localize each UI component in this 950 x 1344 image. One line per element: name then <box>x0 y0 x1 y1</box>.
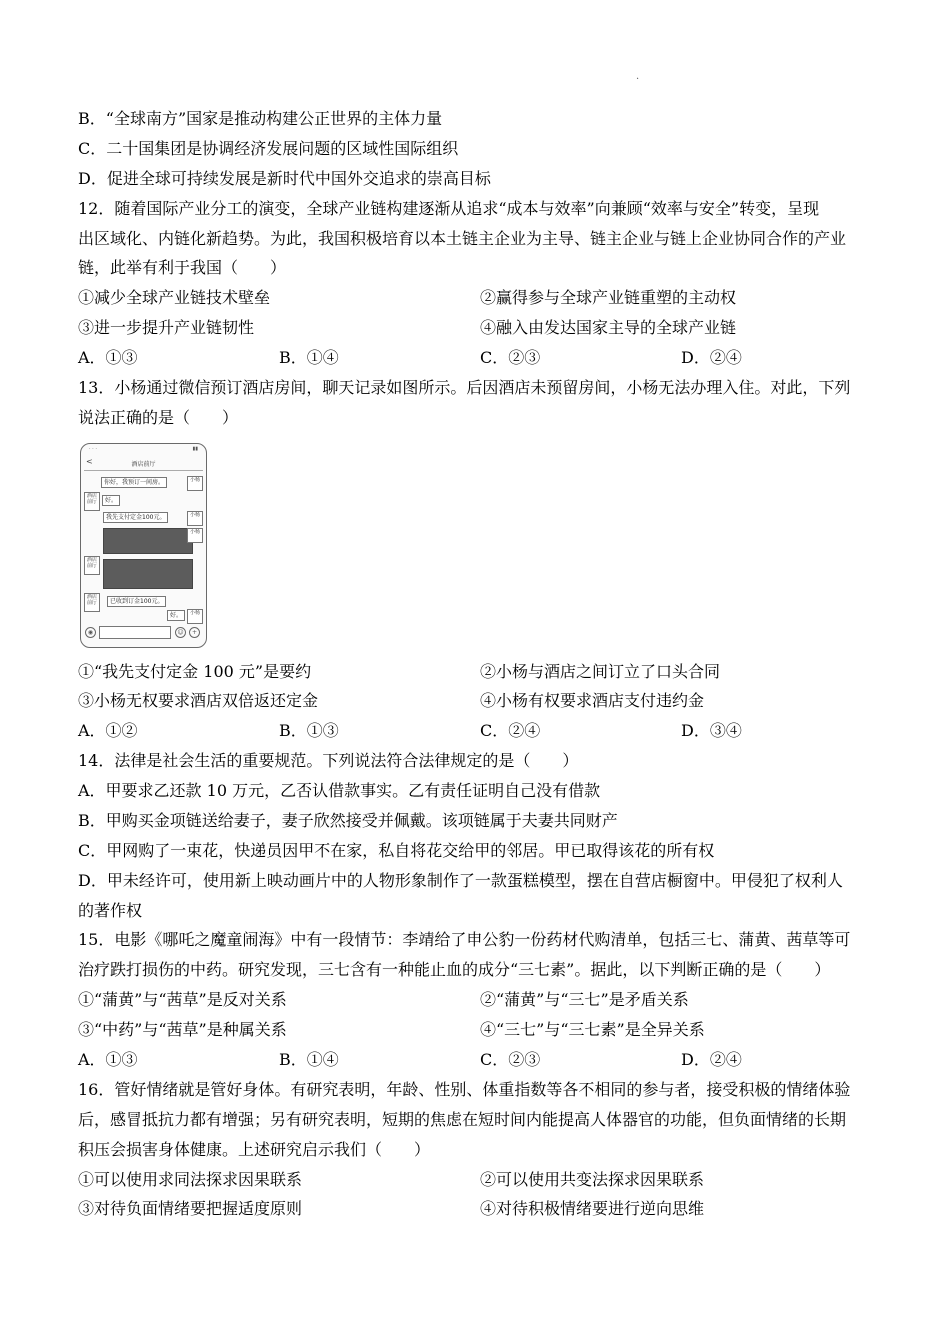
q15-stem-line-2: 治疗跌打损伤的中药。研究发现，三七含有一种能止血的成分“三七素”。据此，以下判断正确的是（ ） <box>78 960 831 979</box>
emoji-icon: ☺ <box>175 627 186 638</box>
chat-message-5: 好。 <box>167 610 185 621</box>
chat-input-bar <box>85 625 202 638</box>
q15-item-3: ③“中药”与“茜草”是种属关系 <box>78 1020 287 1039</box>
q12-choice-d: D．②④ <box>681 348 742 367</box>
q13-item-2: ②小杨与酒店之间订立了口头合同 <box>480 662 721 681</box>
plus-icon: + <box>189 627 200 638</box>
redacted-message-1 <box>103 528 193 554</box>
q11-option-d: D．促进全球可持续发展是新时代中国外交追求的崇高目标 <box>78 169 491 188</box>
chat-message-1: 你好，我预订一间房。 <box>101 477 167 488</box>
q13-item-4: ④小杨有权要求酒店支付违约金 <box>480 691 705 710</box>
q12-item-2: ②赢得参与全球产业链重塑的主动权 <box>480 288 737 307</box>
q14-option-a: A．甲要求乙还款 10 万元，乙否认借款事实。乙有责任证明自己没有借款 <box>78 781 601 800</box>
user-avatar: 小杨 <box>187 609 203 624</box>
q15-choice-a: A．①③ <box>78 1050 138 1069</box>
chat-message-3: 我先支付定金100元。 <box>103 512 168 523</box>
q15-item-2: ②“蒲黄”与“三七”是矛盾关系 <box>480 990 689 1009</box>
q12-item-1: ①减少全球产业链技术壁垒 <box>78 288 271 307</box>
q13-stem-line-2: 说法正确的是（ ） <box>78 408 239 427</box>
hotel-avatar: 酒店前厅 <box>84 593 100 612</box>
user-avatar: 小杨 <box>187 511 203 526</box>
q14-option-b: B．甲购买金项链送给妻子，妻子欣然接受并佩戴。该项链属于夫妻共同财产 <box>78 811 618 830</box>
chat-message-4: 已收到订金100元。 <box>107 596 166 607</box>
q13-choice-b: B．①③ <box>279 721 339 740</box>
q16-stem-line-2: 后，感冒抵抗力都有增强；另有研究表明，短期的焦虑在短时间内能提高人体器官的功能，但负面情绪的长期 <box>78 1110 847 1129</box>
q16-item-1: ①可以使用求同法探求因果联系 <box>78 1170 303 1189</box>
phone-status-bar: · · · ▮▮ <box>89 446 198 452</box>
q12-item-4: ④融入由发达国家主导的全球产业链 <box>480 318 737 337</box>
q16-stem-line-1: 16．管好情绪就是管好身体。有研究表明，年龄、性别、体重指数等各不相同的参与者，接受积极的情绪体验 <box>78 1080 851 1099</box>
q12-stem-line-3: 链，此举有利于我国（ ） <box>78 258 287 277</box>
q15-item-1: ①“蒲黄”与“茜草”是反对关系 <box>78 990 287 1009</box>
chat-screenshot-figure <box>80 443 207 648</box>
q14-option-d: D．甲未经许可，使用新上映动画片中的人物形象制作了一款蛋糕模型，摆在自营店橱窗中。甲侵犯了权利人 <box>78 871 843 890</box>
q16-item-4: ④对待积极情绪要进行逆向思维 <box>480 1199 705 1218</box>
q13-item-3: ③小杨无权要求酒店双倍返还定金 <box>78 691 319 710</box>
q12-stem-line-1: 12．随着国际产业分工的演变，全球产业链构建逐渐从追求“成本与效率”向兼顾“效率与安全”转变，呈现 <box>78 199 820 218</box>
user-avatar: 小杨 <box>187 528 203 543</box>
q13-choice-a: A．①② <box>78 721 138 740</box>
q12-choice-b: B．①④ <box>279 348 339 367</box>
q12-choice-c: C．②③ <box>480 348 541 367</box>
q15-item-4: ④“三七”与“三七素”是全异关系 <box>480 1020 705 1039</box>
q13-stem-line-1: 13．小杨通过微信预订酒店房间，聊天记录如图所示。后因酒店未预留房间，小杨无法办理入住。对此，下列 <box>78 378 851 397</box>
back-arrow-icon: < <box>86 457 93 466</box>
chat-title: 酒店前厅 <box>131 461 156 468</box>
q14-option-c: C．甲网购了一束花，快递员因甲不在家，私自将花交给甲的邻居。甲已取得该花的所有权 <box>78 841 715 860</box>
q13-item-1: ①“我先支付定金 100 元”是要约 <box>78 662 312 681</box>
hotel-avatar: 酒店前厅 <box>84 492 100 511</box>
redacted-message-2 <box>103 559 193 589</box>
q16-item-3: ③对待负面情绪要把握适度原则 <box>78 1199 303 1218</box>
q16-item-2: ②可以使用共变法探求因果联系 <box>480 1170 705 1189</box>
header-mark: · <box>636 74 640 85</box>
voice-icon: ◉ <box>85 627 96 638</box>
user-avatar: 小杨 <box>187 476 203 491</box>
q15-choice-c: C．②③ <box>480 1050 541 1069</box>
q14-stem: 14．法律是社会生活的重要规范。下列说法符合法律规定的是（ ） <box>78 751 579 770</box>
q13-choice-d: D．③④ <box>681 721 742 740</box>
q14-option-d-cont: 的著作权 <box>78 901 143 920</box>
message-input <box>99 626 171 639</box>
q13-choice-c: C．②④ <box>480 721 541 740</box>
chat-header <box>84 457 203 471</box>
chat-message-2: 好。 <box>102 495 120 506</box>
q11-option-c: C．二十国集团是协调经济发展问题的区域性国际组织 <box>78 139 459 158</box>
q11-option-b: B．“全球南方”国家是推动构建公正世界的主体力量 <box>78 109 443 128</box>
q15-choice-d: D．②④ <box>681 1050 742 1069</box>
q12-stem-line-2: 出区域化、内链化新趋势。为此，我国积极培育以本土链主企业为主导、链主企业与链上企业协同合作的产业 <box>78 229 847 248</box>
q12-item-3: ③进一步提升产业链韧性 <box>78 318 255 337</box>
hotel-avatar: 酒店前厅 <box>84 556 100 575</box>
q12-choice-a: A．①③ <box>78 348 138 367</box>
q15-stem-line-1: 15．电影《哪吒之魔童闹海》中有一段情节：李靖给了申公豹一份药材代购清单，包括三七、蒲黄、茜草等可 <box>78 930 851 949</box>
q16-stem-line-3: 积压会损害身体健康。上述研究启示我们（ ） <box>78 1140 431 1159</box>
q15-choice-b: B．①④ <box>279 1050 339 1069</box>
